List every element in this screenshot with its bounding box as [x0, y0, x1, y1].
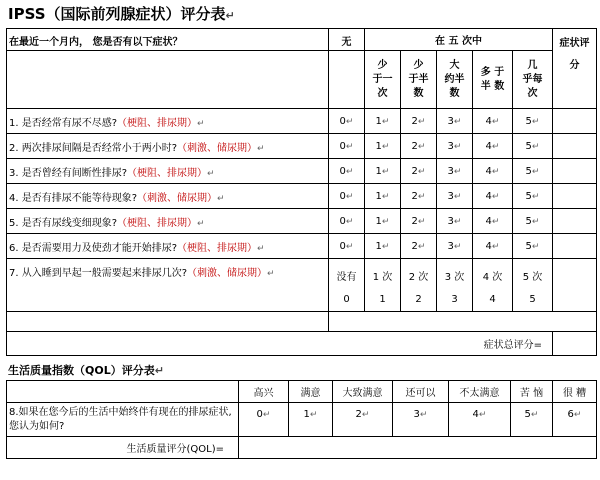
- return-mark: ↵: [491, 116, 500, 127]
- row-value: 0: [343, 294, 350, 305]
- return-mark: ↵: [381, 191, 390, 202]
- score-option[interactable]: [473, 184, 513, 209]
- option-label: 5 次: [522, 272, 543, 283]
- return-mark: ↵: [417, 191, 426, 202]
- row-value: 4: [485, 165, 492, 177]
- score-option[interactable]: [329, 109, 365, 134]
- return-mark: ↵: [419, 410, 428, 420]
- col-in5-header: 在 五 次中: [365, 29, 553, 51]
- question-cell: [7, 159, 329, 184]
- score-option[interactable]: [365, 159, 401, 184]
- question-cell: [7, 209, 329, 234]
- return-mark: ↵: [491, 166, 500, 177]
- row-value: 5: [525, 190, 532, 202]
- question-text: 7. 从入睡到早起一般需要起来排尿几次?: [9, 268, 188, 279]
- return-mark: ↵: [453, 141, 462, 152]
- question-cell: [7, 134, 329, 159]
- sub-col-line: 大: [449, 59, 460, 71]
- row-score-cell[interactable]: [553, 209, 597, 234]
- return-mark: ↵: [381, 241, 390, 252]
- qol-question: 8.如果在您今后的生活中始终伴有现在的排尿症状,您认为如何?: [7, 403, 239, 437]
- blank-row: [7, 312, 597, 332]
- table-row: [7, 259, 597, 312]
- table-row: [7, 159, 597, 184]
- row-value: 3: [447, 240, 454, 252]
- return-mark: ↵: [257, 243, 265, 254]
- score-option[interactable]: [401, 234, 437, 259]
- return-mark: ↵: [345, 141, 354, 152]
- row-value: 3: [447, 165, 454, 177]
- sub-col-line: 次: [377, 87, 388, 99]
- qol-option[interactable]: [553, 403, 597, 437]
- return-mark: ↵: [309, 410, 318, 420]
- score-option[interactable]: [329, 134, 365, 159]
- question-tag: （刺激、储尿期）: [187, 268, 268, 279]
- return-mark: ↵: [573, 410, 582, 420]
- sub-col-line: 次: [527, 87, 538, 99]
- score-option[interactable]: [473, 234, 513, 259]
- score-option[interactable]: [473, 209, 513, 234]
- qol-option[interactable]: [449, 403, 511, 437]
- question-text: 5. 是否有尿线变细现象?: [9, 217, 118, 229]
- option-label: 2 次: [408, 272, 429, 283]
- sub-col-line: 约半: [444, 73, 465, 85]
- option-label: 没有: [336, 272, 357, 283]
- qol-value: 3: [413, 409, 420, 420]
- row-score-cell[interactable]: [553, 134, 597, 159]
- qol-score-label: 生活质量评分(QOL)=: [7, 437, 239, 459]
- return-mark: ↵: [381, 141, 390, 152]
- row-value: 4: [489, 294, 496, 305]
- return-mark: ↵: [491, 141, 500, 152]
- option-label: 1 次: [372, 272, 393, 283]
- row-score-cell[interactable]: [553, 259, 597, 312]
- question-text: 2. 两次排尿间隔是否经常小于两小时?: [9, 142, 178, 154]
- row-value: 4: [485, 215, 492, 227]
- score-option[interactable]: [401, 134, 437, 159]
- qol-head-blank: [7, 381, 239, 403]
- score-option[interactable]: [401, 109, 437, 134]
- row-value: 3: [447, 190, 454, 202]
- qol-table: [6, 380, 597, 459]
- qol-col-header: 不太满意: [449, 381, 511, 403]
- row-value: 2: [411, 140, 418, 152]
- total-row: [7, 332, 597, 356]
- return-mark: ↵: [531, 116, 540, 127]
- return-mark: ↵: [207, 168, 215, 179]
- sub-col-header: [513, 51, 553, 109]
- score-option[interactable]: [365, 134, 401, 159]
- qol-col-header: 高兴: [239, 381, 289, 403]
- question-cell: [7, 109, 329, 134]
- qol-value: 2: [355, 409, 362, 420]
- score-option[interactable]: [365, 109, 401, 134]
- row-value: 2: [411, 240, 418, 252]
- score-option[interactable]: [473, 159, 513, 184]
- row-value: 0: [339, 140, 346, 152]
- question-tag: （梗阻、排尿期）: [117, 217, 198, 229]
- row-value: 1: [375, 240, 382, 252]
- row-value: 0: [339, 190, 346, 202]
- row-value: 1: [375, 190, 382, 202]
- sub-col-line: 于一: [372, 73, 393, 85]
- row-value: 5: [525, 165, 532, 177]
- return-mark: ↵: [262, 410, 271, 420]
- return-mark: ↵: [345, 116, 354, 127]
- return-mark: ↵: [361, 410, 370, 420]
- row-value: 2: [411, 115, 418, 127]
- return-mark: ↵: [453, 166, 462, 177]
- score-option[interactable]: [329, 209, 365, 234]
- question-tag: （梗阻、排尿期）: [127, 167, 208, 179]
- return-mark: ↵: [217, 193, 225, 204]
- row-value: 2: [415, 294, 422, 305]
- qol-value: 4: [472, 409, 479, 420]
- qol-col-header: 苦 恼: [511, 381, 553, 403]
- return-mark: ↵: [453, 191, 462, 202]
- qol-value: 6: [567, 409, 574, 420]
- row-value: 1: [375, 165, 382, 177]
- question-cell: [7, 259, 329, 312]
- qol-col-header: 很 糟: [553, 381, 597, 403]
- return-mark: ↵: [453, 116, 462, 127]
- return-mark: ↵: [531, 141, 540, 152]
- row-value: 2: [411, 215, 418, 227]
- score-option[interactable]: [329, 259, 365, 312]
- row-value: 3: [451, 294, 458, 305]
- question-tag: （梗阻、排尿期）: [177, 242, 258, 254]
- row-value: 1: [379, 294, 386, 305]
- score-option[interactable]: [365, 209, 401, 234]
- score-option[interactable]: [329, 159, 365, 184]
- row-score-cell[interactable]: [553, 109, 597, 134]
- row-value: 5: [529, 294, 536, 305]
- qol-option[interactable]: [239, 403, 289, 437]
- return-mark: ↵: [491, 191, 500, 202]
- blank-cell: [7, 312, 329, 332]
- sub-col-header: [473, 51, 513, 109]
- score-option[interactable]: [437, 184, 473, 209]
- row-value: 4: [485, 190, 492, 202]
- return-mark: ↵: [381, 216, 390, 227]
- row-score-cell[interactable]: [553, 184, 597, 209]
- qol-option[interactable]: [393, 403, 449, 437]
- option-label: 4 次: [482, 272, 503, 283]
- row-value: 2: [411, 165, 418, 177]
- return-mark: ↵: [345, 216, 354, 227]
- total-score-value[interactable]: [553, 332, 597, 356]
- score-option[interactable]: [513, 184, 553, 209]
- score-option[interactable]: [437, 159, 473, 184]
- row-value: 3: [447, 115, 454, 127]
- return-mark: ↵: [491, 216, 500, 227]
- score-option[interactable]: [513, 234, 553, 259]
- blank-cell: [329, 312, 597, 332]
- score-option[interactable]: [401, 159, 437, 184]
- sub-col-line: 少: [413, 59, 424, 71]
- score-option[interactable]: [513, 159, 553, 184]
- return-mark: ↵: [197, 118, 205, 129]
- return-mark: ↵: [417, 166, 426, 177]
- sub-col-line: 数: [449, 87, 460, 99]
- row-value: 3: [447, 215, 454, 227]
- question-cell: [7, 184, 329, 209]
- score-option[interactable]: [437, 134, 473, 159]
- question-tag: （刺激、储尿期）: [177, 142, 258, 154]
- question-text: 3. 是否曾经有间断性排尿?: [9, 167, 128, 179]
- score-option[interactable]: [437, 109, 473, 134]
- score-option[interactable]: [513, 134, 553, 159]
- question-tag: （刺激、储尿期）: [137, 192, 218, 204]
- score-option[interactable]: [365, 234, 401, 259]
- qol-value: 1: [303, 409, 310, 420]
- question-text: 6. 是否需要用力及使劲才能开始排尿?: [9, 242, 178, 254]
- question-text: 1. 是否经常有尿不尽感?: [9, 117, 118, 129]
- sub-col-line: 多 于: [480, 66, 505, 78]
- row-value: 4: [485, 115, 492, 127]
- score-option[interactable]: [437, 234, 473, 259]
- page-title: IPSS（国际前列腺症状）评分表↵: [8, 5, 235, 23]
- return-mark: ↵: [531, 241, 540, 252]
- col-none-header: 无: [329, 29, 365, 51]
- score-option[interactable]: [365, 184, 401, 209]
- return-mark: ↵: [257, 143, 265, 154]
- ipss-table: [6, 28, 597, 356]
- question-text: 4. 是否有排尿不能等待现象?: [9, 192, 138, 204]
- sub-col-line: 数: [413, 87, 424, 99]
- sub-col-line: 几: [527, 59, 538, 71]
- question-tag: （梗阻、排尿期）: [117, 117, 198, 129]
- sub-col-line: 于半: [408, 73, 429, 85]
- return-mark: ↵: [453, 241, 462, 252]
- qol-value: 0: [256, 409, 263, 420]
- return-mark: ↵: [381, 116, 390, 127]
- score-option[interactable]: [437, 259, 473, 312]
- return-mark: ↵: [478, 410, 487, 420]
- row-value: 0: [339, 115, 346, 127]
- return-mark: ↵: [530, 410, 539, 420]
- row-value: 0: [339, 165, 346, 177]
- return-mark: ↵: [417, 116, 426, 127]
- table-row: [7, 234, 597, 259]
- return-mark: ↵: [417, 216, 426, 227]
- table-row: [7, 184, 597, 209]
- score-option[interactable]: [473, 134, 513, 159]
- return-mark: ↵: [417, 241, 426, 252]
- qol-value: 5: [524, 409, 531, 420]
- sub-col-header: [365, 51, 401, 109]
- row-value: 1: [375, 140, 382, 152]
- qol-col-header: 还可以: [393, 381, 449, 403]
- return-mark: ↵: [491, 241, 500, 252]
- table-row: [7, 134, 597, 159]
- sub-col-header: [437, 51, 473, 109]
- row-value: 5: [525, 115, 532, 127]
- col-score-header: 症状评分: [553, 29, 597, 109]
- row-value: 1: [375, 115, 382, 127]
- return-mark: ↵: [453, 216, 462, 227]
- qol-title: 生活质量指数（QOL）评分表↵: [8, 364, 164, 377]
- qol-option[interactable]: [333, 403, 393, 437]
- sub-col-line: 半 数: [480, 80, 505, 92]
- score-option[interactable]: [401, 184, 437, 209]
- qol-col-header: 大致满意: [333, 381, 393, 403]
- ipss-header-question: 在最近一个月内， 您是否有以下症状？: [7, 29, 329, 51]
- table-row: [7, 209, 597, 234]
- return-mark: ↵: [197, 218, 205, 229]
- score-option[interactable]: [437, 209, 473, 234]
- row-value: 4: [485, 240, 492, 252]
- sub-col-line: 乎每: [522, 73, 543, 85]
- score-option[interactable]: [401, 259, 437, 312]
- table-row: [7, 109, 597, 134]
- row-value: 2: [411, 190, 418, 202]
- score-option[interactable]: [365, 259, 401, 312]
- row-value: 4: [485, 140, 492, 152]
- option-label: 3 次: [444, 272, 465, 283]
- return-mark: ↵: [531, 191, 540, 202]
- return-mark: ↵: [267, 269, 275, 279]
- row-score-cell[interactable]: [553, 159, 597, 184]
- qol-option[interactable]: [511, 403, 553, 437]
- qol-col-header: 满意: [289, 381, 333, 403]
- row-value: 1: [375, 215, 382, 227]
- qol-score-value: [239, 437, 597, 459]
- return-mark: ↵: [531, 216, 540, 227]
- row-score-cell[interactable]: [553, 234, 597, 259]
- question-cell: [7, 234, 329, 259]
- score-option[interactable]: [473, 109, 513, 134]
- score-option[interactable]: [513, 209, 553, 234]
- row-value: 5: [525, 140, 532, 152]
- return-mark: ↵: [417, 141, 426, 152]
- score-option[interactable]: [473, 259, 513, 312]
- total-label-text: 症状总评分=: [483, 340, 543, 351]
- total-score-label: [7, 332, 553, 356]
- ipss-header-blank: [7, 51, 329, 109]
- row-value: 3: [447, 140, 454, 152]
- row-value: 5: [525, 240, 532, 252]
- score-option[interactable]: [329, 234, 365, 259]
- score-option[interactable]: [329, 184, 365, 209]
- score-option[interactable]: [513, 259, 553, 312]
- return-mark: ↵: [531, 166, 540, 177]
- row-value: 0: [339, 240, 346, 252]
- return-mark: ↵: [345, 191, 354, 202]
- qol-option[interactable]: [289, 403, 333, 437]
- sub-col-header: [401, 51, 437, 109]
- return-mark: ↵: [381, 166, 390, 177]
- row-value: 0: [339, 215, 346, 227]
- col-none-blank: [329, 51, 365, 109]
- sub-col-line: 少: [377, 59, 388, 71]
- score-option[interactable]: [401, 209, 437, 234]
- score-option[interactable]: [513, 109, 553, 134]
- return-mark: ↵: [345, 241, 354, 252]
- return-mark: ↵: [345, 166, 354, 177]
- row-value: 5: [525, 215, 532, 227]
